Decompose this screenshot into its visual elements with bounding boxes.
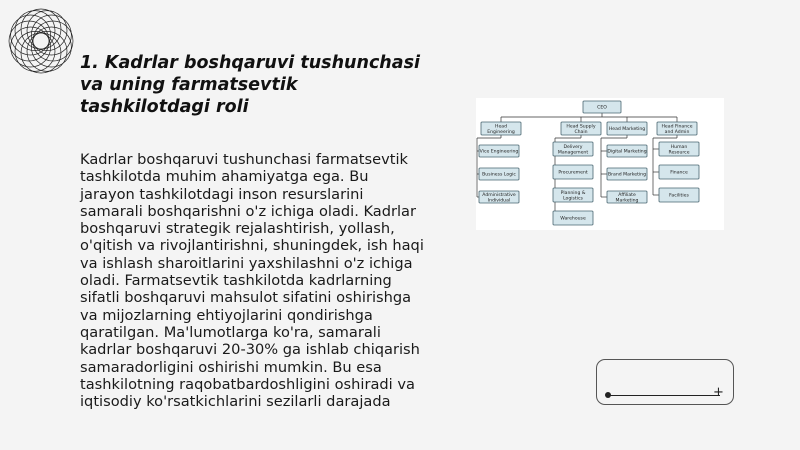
org-node-label: Procurement (558, 170, 588, 176)
org-node-label: Finance (670, 170, 688, 176)
rosette-logo-icon (4, 4, 78, 78)
org-node-head (481, 122, 521, 135)
org-node-label: Brand Marketing (607, 172, 647, 178)
org-node-head (657, 122, 697, 135)
org-node-label: Facilities (669, 193, 689, 199)
org-node-child (659, 165, 699, 179)
org-node-label: Marketing (615, 198, 639, 204)
org-node-child (479, 145, 519, 157)
org-node-root (583, 101, 621, 113)
org-node-child (659, 142, 699, 156)
org-node-label: Affiliate (618, 192, 636, 198)
org-node-child (553, 188, 593, 202)
media-slider[interactable] (596, 359, 734, 405)
org-node-child (553, 142, 593, 156)
plus-icon[interactable]: + (713, 385, 724, 400)
org-node-child (553, 165, 593, 179)
org-node-label: Business Logic (482, 172, 516, 178)
org-chart (476, 98, 724, 230)
org-node-child (659, 188, 699, 202)
org-node-label: Resource (668, 150, 690, 156)
dot-icon[interactable] (605, 392, 611, 398)
org-node-head (561, 122, 601, 135)
body-paragraph: Kadrlar boshqaruvi tushunchasi farmatsevtik tashkilotda muhim ahamiyatga ega. Bu jarayon tashkilotdagi inson resurslarini samarali boshqarishni o'z ichiga oladi. Kadrlar boshqaruvi strategik rejalashtirish, yollash, o'qitish va rivojlantirishni, shuningdek, ish haqi va ishlash sharoitlarini yaxshilashni o'z ichiga oladi. Farmatsevtik tashkilotda kadrlarning sifatli boshqaruvi mahsulot sifatini oshirishga va mijozlarning ehtiyojlarini qondirishga qaratilgan. Ma'lumotlarga ko'ra, samarali kadrlar boshqaruvi 20-30% ga ishlab chiqarish samaradorligini oshirishi mumkin. Bu esa tashkilotning raqobatbardoshligini oshiradi va iqtisodiy ko'rsatkichlarini sezilarli darajada (80, 151, 424, 411)
org-node-child (479, 168, 519, 180)
org-node-label: Logistics (563, 196, 583, 202)
org-node-label: Head Supply (566, 124, 596, 130)
slider-track[interactable] (608, 395, 720, 396)
org-node-label: CEO (597, 105, 607, 111)
org-node-label: Engineering (487, 129, 515, 135)
org-node-label: Head Finance (661, 124, 693, 130)
org-node-label: Head (494, 124, 508, 130)
org-node-child (479, 191, 519, 203)
org-node-label: Chain (574, 129, 588, 135)
org-node-label: Planning & (560, 190, 586, 196)
org-node-label: Management (557, 150, 589, 156)
org-node-label: Vice Engineering (479, 149, 519, 155)
org-node-child (607, 191, 647, 203)
org-node-label: and Admin (664, 129, 690, 135)
org-node-label: Delivery (563, 144, 583, 150)
org-node-label: Administrative (482, 192, 516, 198)
page-title: 1. Kadrlar boshqaruvi tushunchasi va uning farmatsevtik tashkilotdagi roli (80, 53, 420, 117)
org-node-child (553, 211, 593, 225)
org-node-label: Individual (487, 198, 511, 204)
org-node-child (607, 145, 647, 157)
org-node-label: Head Marketing (608, 127, 646, 133)
org-node-label: Digital Marketing (607, 149, 647, 155)
org-node-child (607, 168, 647, 180)
org-node-label: Warehouse (560, 216, 586, 222)
org-node-head (607, 122, 647, 135)
org-node-label: Human (670, 144, 688, 150)
